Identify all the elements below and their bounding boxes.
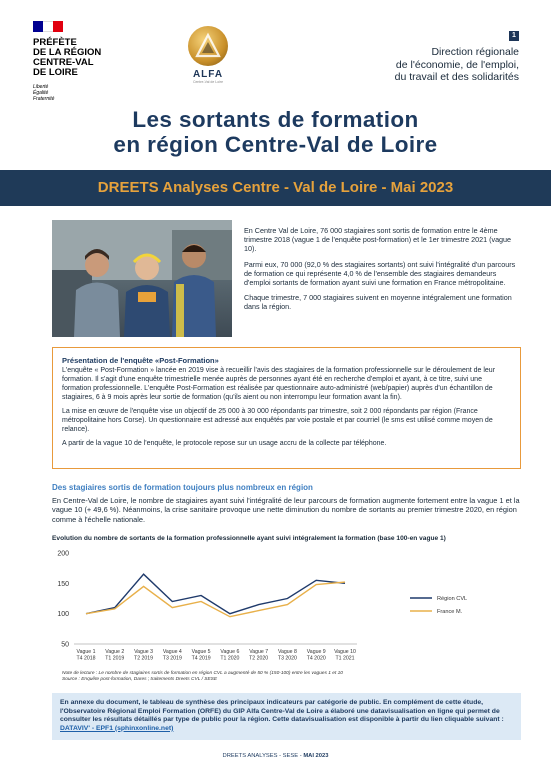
annex-text: En annexe du document, le tableau de synthèse des principaux indicateurs par catégorie de public. En complément de cette étude, l'Observatoire Régional Emploi Formation (ORFE) du GIP Alfa Centre-Val de Loire a élaboré une datavisualisation en ligne qui permet de consulter les résultats détaillés par type de public pour la région. Cette datavisualisation est disponible à partir du lien cliquable suivant : [60, 699, 504, 724]
page-footer [0, 753, 551, 759]
intro-paragraph: En Centre Val de Loire, 76 000 stagiaires sont sortis de formation entre le 4ème trimestre 2018 (vague 1 de l'enquête post-formation) et le 1er trimestre 2021 (vague 10). [244, 226, 512, 254]
x-tick-label: T4 2018 [76, 655, 96, 662]
title-line-1: Les sortants de formation [132, 107, 419, 132]
box-paragraph: A partir de la vague 10 de l'enquête, le protocole repose sur un usage accru de la collecte par téléphone. [62, 440, 387, 447]
x-tick-label: T1 2020 [220, 655, 240, 662]
x-tick-label: Vague 3 [134, 649, 154, 655]
survey-presentation-box [52, 347, 521, 469]
chart-note-reading: Note de lecture : Le nombre de stagiaires sortis de formation en région CVL a augmenté de 50 % (150-100) entre les vagues 1 et 10 [62, 671, 343, 676]
republic-motto [33, 84, 54, 102]
legend-label: France M. [437, 609, 463, 615]
intro-text [244, 226, 520, 318]
x-tick-label: Vague 8 [277, 649, 297, 655]
logo-line: DE LA RÉGION [33, 47, 102, 58]
prefecture-logo-text [33, 38, 101, 78]
alfa-emblem-icon [188, 26, 228, 66]
dataviv-link[interactable]: DATAVIV' - EPF1 (sphinxonline.net) [60, 724, 174, 732]
x-tick-label: T4 2020 [306, 655, 326, 662]
chart-title: Evolution du nombre de sortants de la formation professionnelle ayant suivi intégralement la formation (base 100-en vague 1) [52, 535, 446, 542]
intro-paragraph: Parmi eux, 70 000 (92,0 % des stagiaires sortants) ont suivi l'intégralité d'un parcours de formation ce qui représente 4,0 % de l'ensemble des stagiaires demandeurs d'emploi sortants de formation ayant suivi une formation en France métropolitaine. [244, 259, 516, 288]
page-title [0, 107, 551, 157]
x-tick-label: T3 2020 [277, 655, 297, 662]
flag-red [53, 21, 63, 32]
intro-paragraph: Chaque trimestre, 7 000 stagiaires suivent en moyenne intégralement une formation dans la région. [244, 293, 512, 312]
x-tick-label: Vague 6 [220, 649, 240, 655]
x-tick-label: Vague 5 [191, 649, 211, 655]
x-tick-label: T2 2019 [134, 655, 154, 662]
alfa-triangle-icon [188, 26, 228, 66]
trainees-photo [52, 220, 232, 337]
direction-regionale [359, 46, 519, 84]
x-tick-label: Vague 4 [162, 649, 182, 655]
x-tick-label: T4 2019 [191, 655, 211, 662]
motto-line: Égalité [33, 90, 49, 96]
direction-line: Direction régionale [431, 46, 519, 58]
line-chart [52, 545, 522, 670]
x-tick-label: T1 2021 [335, 655, 355, 662]
x-tick-label: Vague 2 [105, 649, 125, 655]
x-tick-label: T3 2019 [162, 655, 182, 662]
flag-white [43, 21, 53, 32]
direction-line: du travail et des solidarités [394, 71, 519, 83]
page-number-badge: 1 [509, 31, 519, 41]
box-title: Présentation de l'enquête «Post-Formation» [62, 356, 219, 365]
chart-note-source: Source : Enquête post-formation, Dares ; traitements Dreets CVL / SESE [62, 677, 218, 682]
x-tick-label: T2 2020 [249, 655, 269, 662]
logo-line: DE LOIRE [33, 67, 78, 78]
alfa-logo [185, 26, 231, 88]
box-paragraph: La mise en œuvre de l'enquête vise un objectif de 25 000 à 30 000 répondants par trimestre, soit 2 000 répondants par région (France métropolitaine hors Corse). Un questionnaire est adressé aux enquêtés par voie postale et par courriel (le sms est utilisé comme moyen de relance). [62, 408, 493, 433]
x-tick-label: Vague 9 [306, 649, 326, 655]
motto-line: Liberté [33, 84, 49, 90]
logo-line: PRÉFÈTE [33, 37, 77, 48]
series-line-0 [86, 574, 345, 614]
french-flag-icon [33, 21, 63, 32]
chart-svg [52, 545, 522, 670]
annex-box [52, 693, 521, 740]
logo-line: CENTRE-VAL [33, 57, 94, 68]
y-tick-label: 150 [57, 580, 69, 588]
x-tick-label: T1 2019 [105, 655, 125, 662]
footer-prefix: DREETS ANALYSES - SESE - [222, 753, 304, 759]
footer-date: MAI 2023 [303, 753, 329, 759]
y-tick-label: 200 [57, 550, 69, 558]
y-tick-label: 50 [61, 641, 69, 649]
section-text: En Centre-Val de Loire, le nombre de stagiaires ayant suivi l'intégralité de leur parcours de formation augmente fortement entre la vague 1 et la vague 10 (+ 49,6 %). Néanmoins, la crise sanitaire provoque une nette diminution du nombre de sortants au premier trimestre 2020, en région comme à l'échelle nationale. [52, 496, 520, 524]
section-title: Des stagiaires sortis de formation toujours plus nombreux en région [52, 483, 313, 492]
box-paragraph: L'enquête « Post-Formation » lancée en 2019 vise à recueillir l'avis des stagiaires de la formation professionnelle sur le déroulement de leur formation. Il s'agit d'une enquête trimestrielle menée auprès de personnes ayant été en recherche d'emploi et ayant, à ce titre, suivi une formation professionnelle. L'enquête Post-Formation est réalisée par questionnaire auto-administré (web/papier) auprès d'un échantillon de stagiaires, 6 à 9 mois après leur sortie de formation (qu'ils aient ou non interrompu leur formation avant la fin). [62, 367, 496, 401]
chart-note [62, 671, 512, 683]
motto-line: Fraternité [33, 96, 55, 102]
y-tick-label: 100 [57, 611, 69, 619]
flag-blue [33, 21, 43, 32]
trainees-illustration [52, 220, 232, 337]
band-title: DREETS Analyses Centre - Val de Loire - Mai 2023 [97, 179, 454, 196]
x-tick-label: Vague 10 [334, 649, 356, 655]
title-line-2: en région Centre-Val de Loire [113, 132, 438, 157]
x-tick-label: Vague 7 [249, 649, 269, 655]
alfa-name: ALFA [192, 69, 224, 80]
x-tick-label: Vague 1 [76, 649, 96, 655]
alfa-subtitle: Centre-Val de Loire [192, 80, 224, 84]
direction-line: de l'économie, de l'emploi, [395, 58, 519, 71]
legend-label: Région CVL [437, 596, 468, 602]
